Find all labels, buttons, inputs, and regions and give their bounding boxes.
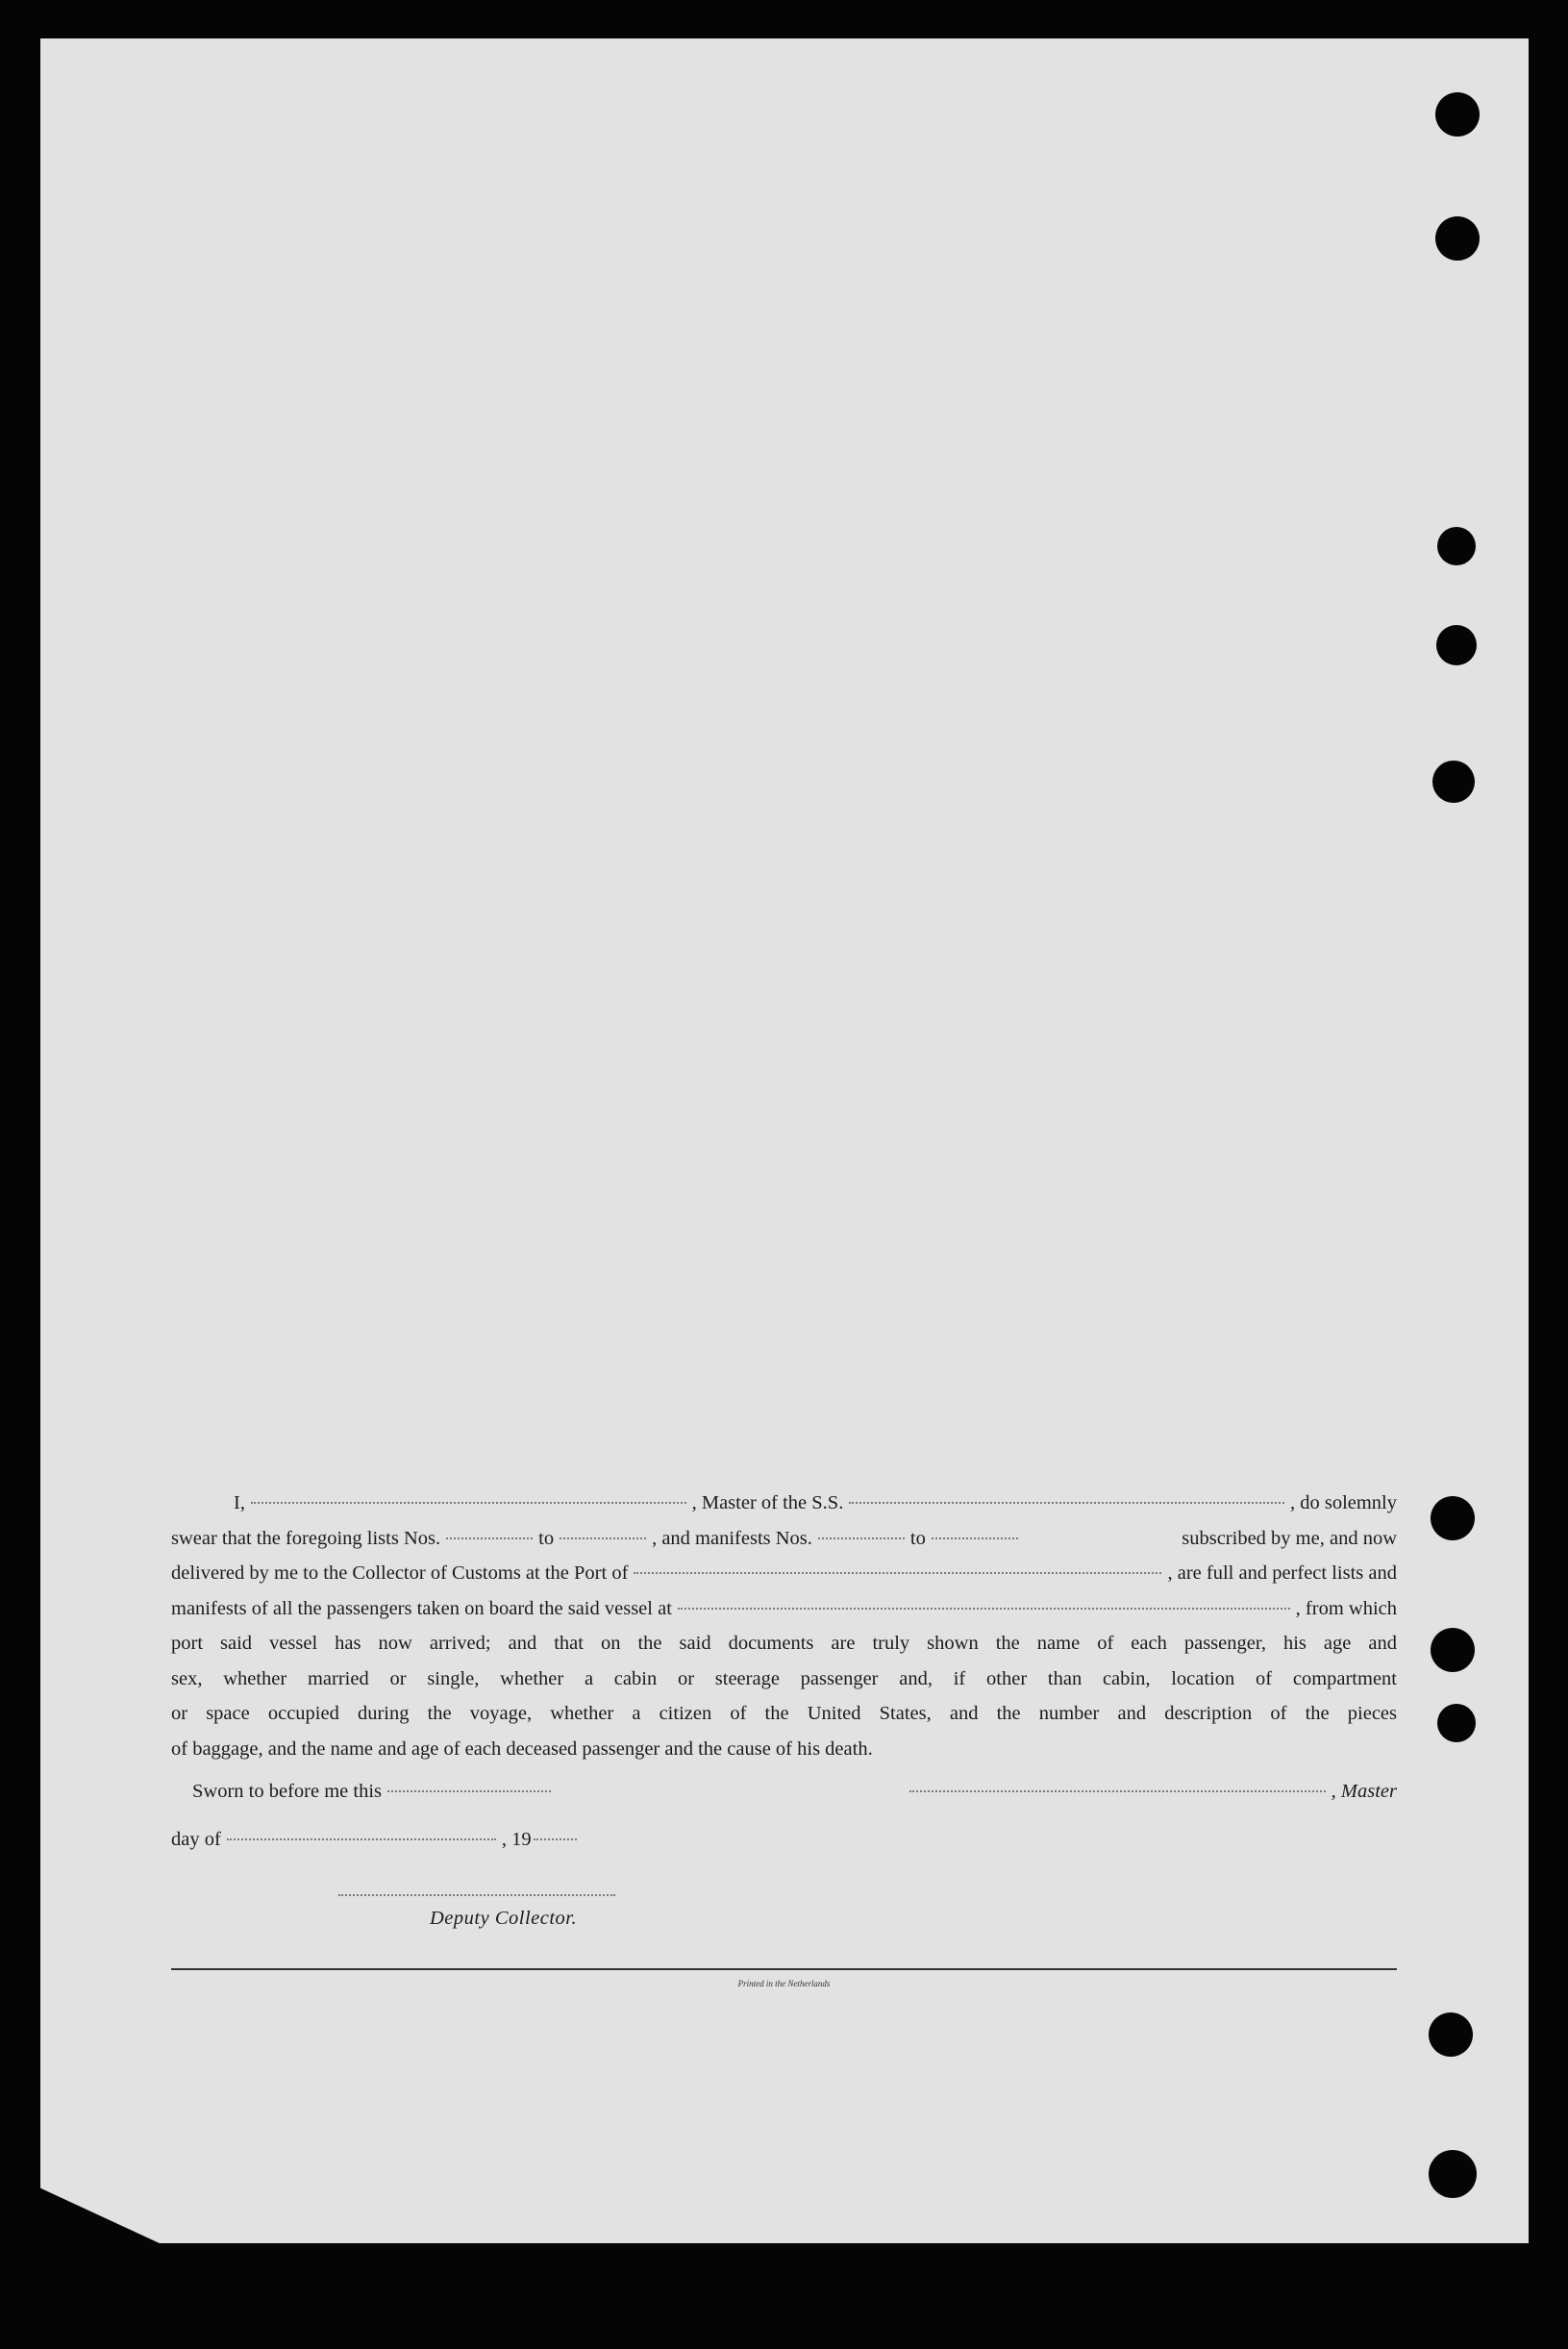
punch-hole-icon <box>1429 2012 1473 2057</box>
list-to-blank <box>560 1537 646 1539</box>
embark-port-blank <box>678 1608 1290 1610</box>
oath-paragraph <box>171 1486 1397 1766</box>
oath-i: I, <box>234 1492 245 1513</box>
oath-full-perfect: , are full and perfect lists and <box>1167 1562 1397 1584</box>
deputy-collector-signature-blank <box>338 1894 615 1896</box>
oath-and-manifests: , and manifests Nos. <box>652 1527 812 1549</box>
oath-swear-foregoing: swear that the foregoing lists Nos. <box>171 1527 441 1549</box>
printed-in-note: Printed in the Netherlands <box>737 1979 831 1988</box>
manifest-to-blank <box>932 1537 1018 1539</box>
document-page <box>40 38 1529 2243</box>
master-signature-line <box>904 1781 1397 1803</box>
oath-master-of-ss: , Master of the S.S. <box>691 1492 844 1513</box>
master-label: , Master <box>1331 1781 1397 1802</box>
oath-line-1 <box>171 1486 1397 1521</box>
day-of-label: day of <box>171 1829 221 1850</box>
oath-delivered: delivered by me to the Collector of Customs at the Port of <box>171 1562 629 1584</box>
punch-hole-icon <box>1435 92 1480 137</box>
oath-subscribed: subscribed by me, and now <box>1182 1527 1397 1549</box>
sworn-line <box>192 1781 557 1803</box>
oath-to-1: to <box>538 1527 555 1549</box>
deputy-collector-label: Deputy Collector. <box>430 1908 578 1929</box>
punch-hole-icon <box>1432 761 1475 803</box>
oath-line-5: port said vessel has now arrived; and that on the said documents are truly shown the name of each passenger, his age and <box>171 1633 1397 1654</box>
ship-name-blank <box>849 1502 1284 1504</box>
punch-hole-icon <box>1435 216 1480 261</box>
sworn-day-blank <box>387 1790 551 1792</box>
month-blank <box>227 1838 496 1840</box>
list-from-blank <box>446 1537 533 1539</box>
oath-line-4 <box>171 1591 1397 1627</box>
punch-hole-icon <box>1429 2150 1477 2198</box>
year-blank <box>534 1838 577 1840</box>
manifest-from-blank <box>818 1537 905 1539</box>
punch-hole-icon <box>1437 527 1476 565</box>
master-name-blank <box>251 1502 686 1504</box>
punch-hole-icon <box>1431 1496 1475 1540</box>
footer-rule <box>171 1968 1397 1970</box>
oath-from-which: , from which <box>1295 1597 1397 1619</box>
oath-do-solemnly: , do solemnly <box>1289 1492 1398 1513</box>
year-prefix: , 19 <box>501 1829 532 1850</box>
sworn-label: Sworn to before me this <box>192 1781 382 1802</box>
punch-hole-icon <box>1436 625 1477 665</box>
day-of-line <box>171 1829 583 1851</box>
master-signature-blank <box>909 1790 1326 1792</box>
oath-to-2: to <box>909 1527 926 1549</box>
port-blank <box>634 1572 1161 1574</box>
punch-hole-icon <box>1437 1704 1476 1742</box>
oath-line-2 <box>171 1521 1397 1557</box>
oath-line-8: of baggage, and the name and age of each deceased passenger and the cause of his death. <box>171 1737 873 1760</box>
oath-manifests-all: manifests of all the passengers taken on board the said vessel at <box>171 1597 672 1619</box>
oath-line-6: sex, whether married or single, whether a cabin or steerage passenger and, if other than cabin, location of compartment <box>171 1667 1397 1689</box>
oath-line-3 <box>171 1556 1397 1591</box>
oath-line-7: or space occupied during the voyage, whether a citizen of the United States, and the number and description of the pieces <box>171 1703 1397 1724</box>
punch-hole-icon <box>1431 1628 1475 1672</box>
